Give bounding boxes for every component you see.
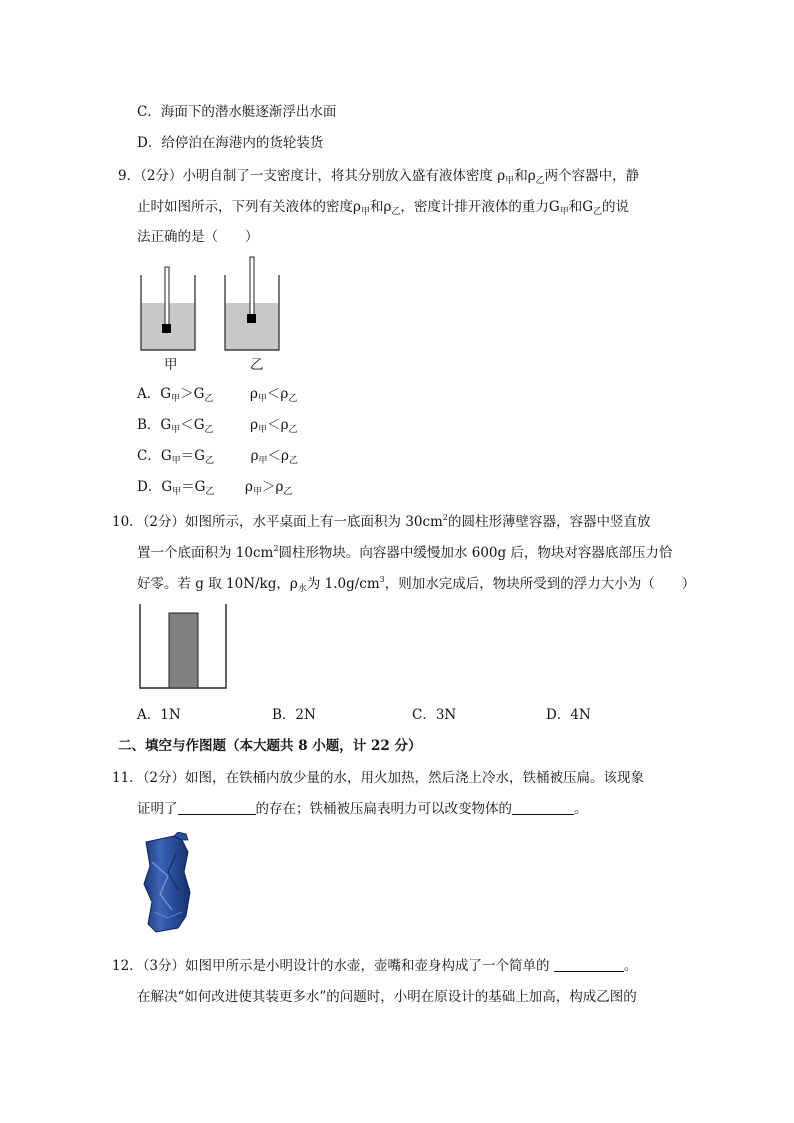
q9-option-d: [137, 477, 292, 502]
relation: ＝: [180, 448, 195, 464]
rho-symbol: ρ: [281, 448, 289, 464]
rho-symbol: ρ: [527, 168, 536, 184]
q10-score: （2分）: [142, 514, 186, 530]
q10-text1a: 如图所示，水平桌面上有一底面积为 30cm: [185, 514, 443, 530]
q10-text3b: 为 1.0g/cm: [306, 576, 380, 592]
sub-jia: 甲: [252, 487, 262, 497]
section-heading: 二、填空与作图题（本大题共 8 小题，计 22 分）: [118, 738, 422, 754]
q9-figure: [135, 255, 295, 375]
q11-text2b: 的存在；铁桶被压扁表明力可以改变物体的: [255, 801, 512, 817]
q10-line3: [137, 570, 695, 599]
sub-jia: 甲: [171, 456, 181, 466]
crushed-can-image: [138, 832, 198, 934]
q10-option-a: A．1N: [137, 707, 181, 723]
q12-text1-end: 。: [623, 958, 638, 974]
q10-number: 10．: [112, 514, 143, 530]
sub-jia: 甲: [258, 425, 268, 435]
option-letter: C．: [137, 448, 161, 464]
q12-text1: 如图甲所示是小明设计的水壶，壶嘴和壶身构成了一个简单的: [185, 958, 550, 974]
q8-option-d: D．给停泊在海港内的货轮装货: [137, 135, 324, 151]
sub-yi: 乙: [288, 456, 298, 466]
q9-text2a: 止时如图所示，下列有关液体的密度: [137, 199, 353, 215]
sub-yi: 乙: [593, 207, 603, 217]
g-symbol: G: [193, 417, 205, 433]
g-symbol: G: [194, 448, 205, 464]
relation: ＜: [180, 417, 194, 433]
sub-yi: 乙: [204, 425, 214, 435]
q12-line2: 在解决“如何改进使其装更多水”的问题时，小明在原设计的基础上加高，构成乙图的: [137, 989, 637, 1005]
sub-jia: 甲: [171, 394, 181, 404]
q11-text2-end: 。: [574, 801, 588, 817]
rho-symbol: ρ: [353, 199, 361, 215]
rho-symbol: ρ: [250, 448, 259, 464]
q9-option-b: [137, 415, 298, 440]
sub-jia: 甲: [360, 207, 370, 217]
rho-symbol: ρ: [245, 479, 253, 495]
q10-line1: [112, 508, 650, 532]
q12-line1: [112, 956, 637, 976]
q11-line1: [112, 768, 644, 788]
answer-blank[interactable]: [512, 800, 574, 815]
sub-jia: 甲: [258, 456, 268, 466]
sub-water: 水: [297, 584, 307, 594]
sub-jia: 甲: [171, 425, 181, 435]
rho-symbol: ρ: [275, 479, 284, 495]
rho-symbol: ρ: [280, 386, 289, 402]
q11-line2: [137, 799, 588, 819]
relation: ＝: [181, 479, 195, 495]
answer-blank[interactable]: [554, 957, 624, 972]
q10-text1b: 的圆柱形薄壁容器，容器中竖直放: [447, 514, 651, 530]
sub-yi: 乙: [288, 425, 298, 435]
sub-jia: 甲: [505, 176, 515, 186]
sub-yi: 乙: [205, 487, 215, 497]
option-letter: A．: [137, 386, 161, 402]
rho-symbol: ρ: [289, 576, 298, 592]
sub-jia: 甲: [172, 487, 182, 497]
cylindrical-block: [169, 613, 198, 688]
q11-score: （2分）: [142, 770, 186, 786]
sub-jia: 甲: [257, 394, 267, 404]
q9-line2: [137, 197, 629, 222]
q9-text2c: 的说: [602, 199, 630, 215]
sup-2: 2: [442, 513, 448, 522]
fig-label-yi: 乙: [250, 357, 264, 373]
relation: ＜: [267, 448, 282, 464]
q9-he: 和: [568, 199, 583, 215]
q9-text1: 小明自制了一支密度计，将其分别放入盛有液体密度: [182, 168, 493, 184]
q9-number: 9．: [118, 168, 141, 184]
relation: ＜: [266, 386, 281, 402]
q12-score: （3分）: [142, 958, 186, 974]
option-letter: D．: [137, 479, 162, 495]
q10-figure: [138, 602, 230, 692]
q11-number: 11．: [112, 770, 143, 786]
g-symbol: G: [193, 386, 205, 402]
q10-line2: [137, 539, 672, 563]
sup-2: 2: [273, 544, 279, 553]
q8-option-c: C．海面下的潜水艇逐渐浮出水面: [137, 104, 337, 120]
fig-label-jia: 甲: [164, 357, 178, 373]
relation: ＞: [262, 479, 276, 495]
g-symbol: G: [160, 448, 172, 464]
q12-number: 12．: [112, 958, 143, 974]
sub-yi: 乙: [283, 487, 293, 497]
sub-yi: 乙: [391, 207, 401, 217]
q11-text1: 如图，在铁桶内放少量的水，用火加热，然后浇上冷水，铁桶被压扁。该现象: [185, 770, 645, 786]
g-symbol: G: [160, 386, 172, 402]
sub-yi: 乙: [288, 394, 298, 404]
q9-text2b: ，密度计排开液体的重力: [400, 199, 549, 215]
g-symbol: G: [582, 199, 594, 215]
sub-yi: 乙: [535, 176, 545, 186]
sub-yi: 乙: [204, 456, 214, 466]
sub-yi: 乙: [204, 394, 214, 404]
g-symbol: G: [194, 479, 206, 495]
hydrometer-weight-jia: [162, 324, 171, 333]
q9-he: 和: [369, 199, 384, 215]
q11-text2a: 证明了: [137, 801, 178, 817]
g-symbol: G: [548, 199, 560, 215]
q10-text3a: 好零。若 g 取 10N/kg，: [137, 576, 290, 592]
q9-option-a: [137, 384, 297, 409]
relation: ＞: [180, 386, 194, 402]
hydrometer-weight-yi: [247, 314, 256, 323]
rho-symbol: ρ: [249, 386, 258, 402]
rho-symbol: ρ: [383, 199, 392, 215]
q9-line1: [118, 166, 639, 191]
hydrometer-jia: [165, 267, 169, 329]
q9-he: 和: [514, 168, 528, 184]
q10-text3c: ，则加水完成后，物块所受到的浮力大小为（ ）: [384, 576, 696, 592]
q9-text1-end: 两个容器中，静: [544, 168, 640, 184]
q10-text2b: 圆柱形物块。向容器中缓慢加水 600g 后，物块对容器底部压力恰: [278, 545, 673, 561]
g-symbol: G: [160, 417, 172, 433]
answer-blank[interactable]: [178, 800, 256, 815]
hydrometer-yi: [250, 257, 254, 319]
relation: ＜: [267, 417, 281, 433]
g-symbol: G: [161, 479, 173, 495]
q9-score: （2分）: [140, 168, 183, 184]
sub-jia: 甲: [559, 207, 569, 217]
q10-option-b: B．2N: [272, 707, 316, 723]
rho-symbol: ρ: [497, 168, 506, 184]
q10-option-c: C．3N: [412, 707, 457, 723]
q9-option-c: [137, 446, 298, 471]
q10-option-d: D．4N: [546, 707, 591, 723]
rho-symbol: ρ: [280, 417, 289, 433]
q10-text2a: 置一个底面积为 10cm: [137, 545, 274, 561]
q9-line3: 法正确的是（ ）: [137, 229, 259, 245]
sup-3: 3: [379, 575, 385, 584]
rho-symbol: ρ: [250, 417, 259, 433]
option-letter: B．: [137, 417, 161, 433]
